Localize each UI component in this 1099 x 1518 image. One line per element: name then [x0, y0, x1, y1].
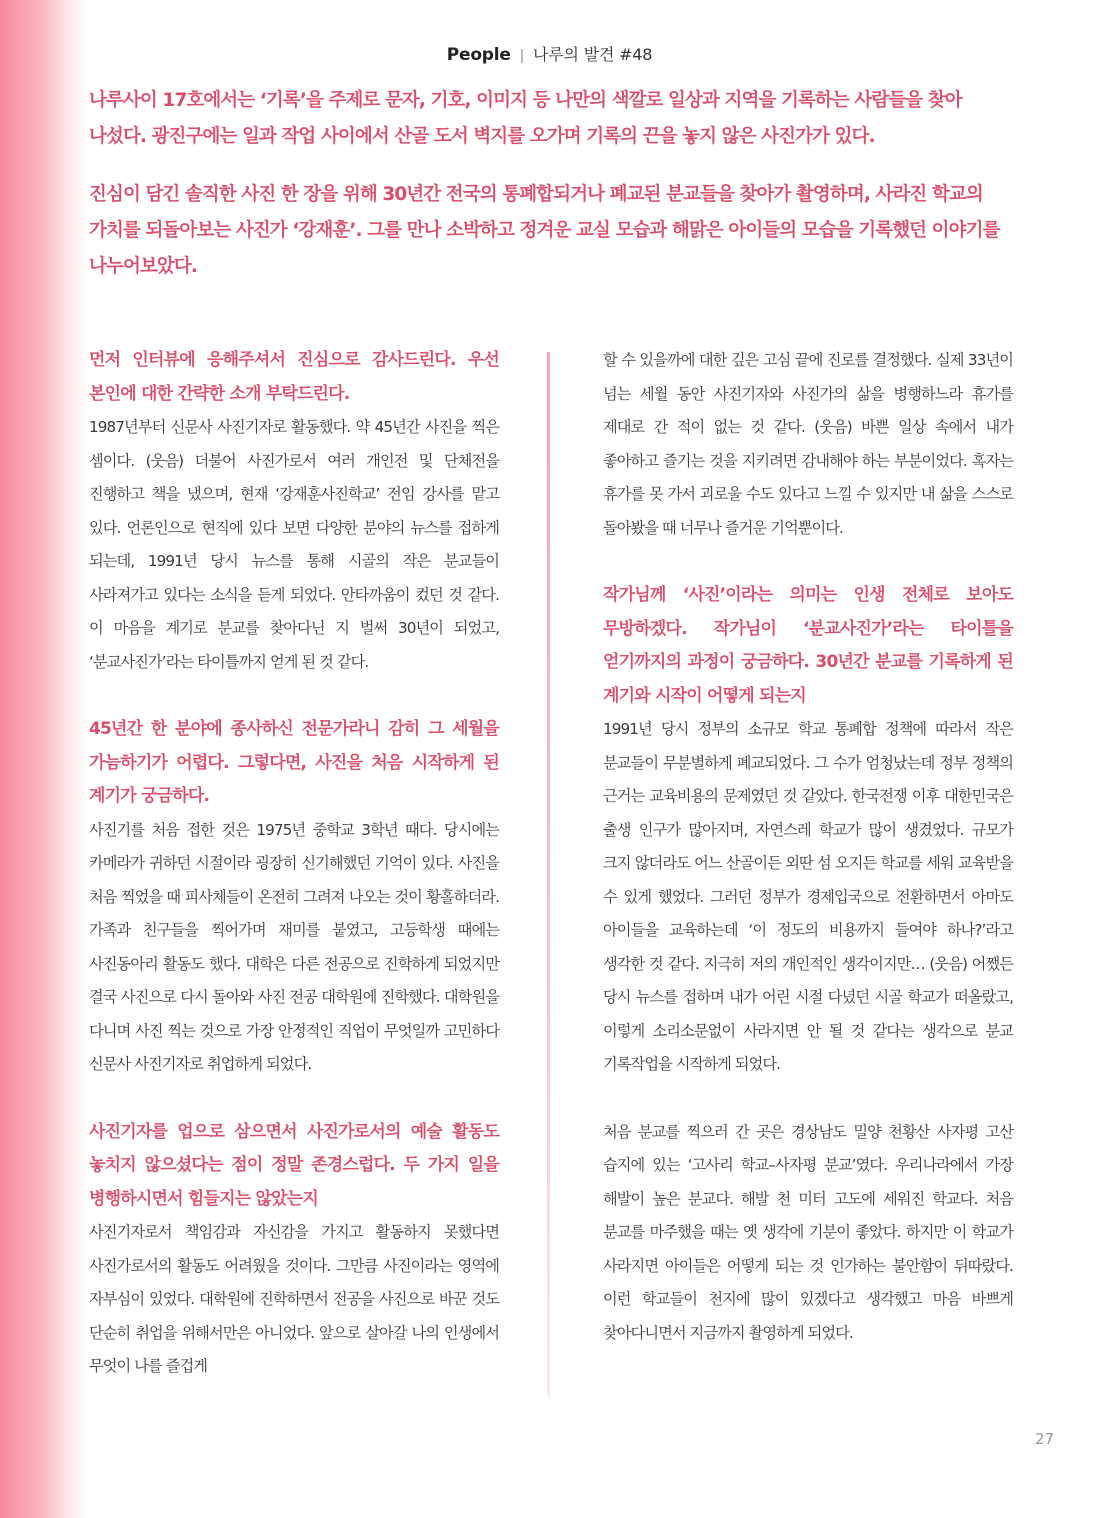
interview-answer: 사진기를 처음 접한 것은 1975년 중학교 3학년 때다. 당시에는 카메라가 귀하던 시절이라 굉장히 신기해했던 기억이 있다. 사진을 처음 찍었을 때 피사체들이 온전히 그려져 나오는 것이 황홀하더라. 가족과 친구들을 찍어가며 재미를 붙였고, 고등학생 때에는 사진동아리 활동도 했다. 대학은 다른 전공으로 진학하게 되었지만 결국 사진으로 다시 돌아와 사진 전공 대학원에 진학했다. 대학원을 다니며 사진 찍는 것으로 가장 안정적인 직업이 무엇일까 고민하다 신문사 사진기자로 취업하게 되었다.	[89, 820, 499, 1073]
qa-block	[603, 344, 1013, 545]
interview-answer: 처음 분교를 찍으러 간 곳은 경상남도 밀양 천황산 사자평 고산 습지에 있는 ‘고사리 학교–사자평 분교’였다. 우리나라에서 가장 해발이 높은 분교다. 해발 천 미터 고도에 세워진 학교다. 처음 분교를 마주했을 때는 옛 생각에 기분이 좋았다. 하지만 이 학교가 사라지면 아이들은 어떻게 되는 것 인가하는 불안함이 뒤따랐다. 이런 학교들이 천지에 많이 있겠다고 생각했고 마음 바쁘게 찾아다니면서 지금까지 촬영하게 되었다.	[603, 1122, 1013, 1342]
side-gradient-bar	[0, 0, 88, 1518]
page-header	[0, 42, 1099, 65]
qa-block	[603, 579, 1013, 1082]
series-title: 나루의 발견 #48	[533, 45, 653, 64]
interview-question: 45년간 한 분야에 종사하신 전문가라니 감히 그 세월을 가늠하기가 어렵다. 그렇다면, 사진을 처음 시작하게 된 계기가 궁금하다.	[89, 719, 499, 806]
page-number: 27	[1035, 1430, 1055, 1448]
qa-block	[89, 1116, 499, 1384]
interview-answer: 1991년 당시 정부의 소규모 학교 통폐합 정책에 따라서 작은 분교들이 무분별하게 폐교되었다. 그 수가 엄청났는데 정부 정책의 근거는 교육비용의 문제였던 것 같았다. 한국전쟁 이후 대한민국은 출생 인구가 많아지며, 자연스레 학교가 많이 생겼었다. 규모가 크지 않더라도 어느 산골이든 외딴 섬 오지든 학교를 세워 교육받을 수 있게 했었다. 그러던 정부가 경제입국으로 전환하면서 아마도 아이들을 교육하는데 ‘이 정도의 비용까지 들여야 하나?’라고 생각한 것 같다. 지극히 저의 개인적인 생각이지만… (웃음) 어쨌든 당시 뉴스를 접하며 내가 어린 시절 다녔던 시골 학교가 떠올랐고, 이렇게 소리소문없이 사라지면 안 될 것 같다는 생각으로 분교 기록작업을 시작하게 되었다.	[603, 720, 1013, 1073]
lead-paragraph-2: 진심이 담긴 솔직한 사진 한 장을 위해 30년간 전국의 통폐합되거나 폐교된 분교들을 찾아가 촬영하며, 사라진 학교의 가치를 되돌아보는 사진가 ‘강재훈’. 그를 만나 소박하고 정겨운 교실 모습과 해맑은 아이들의 모습을 기록했던 이야기를 나누어보았다.	[89, 184, 1000, 277]
interview-answer-continued: 할 수 있을까에 대한 깊은 고심 끝에 진로를 결정했다. 실제 33년이 넘는 세월 동안 사진기자와 사진가의 삶을 병행하느라 휴가를 제대로 간 적이 없는 것 같다. (웃음) 바쁜 일상 속에서 내가 좋아하고 즐기는 것을 지키려면 감내해야 하는 부분이었다. 혹자는 휴가를 못 가서 괴로울 수도 있다고 느낄 수 있지만 내 삶을 스스로 돌아봤을 때 너무나 즐거운 기억뿐이다.	[603, 351, 1013, 537]
left-column	[89, 344, 499, 1384]
lead-paragraph-1: 나루사이 17호에서는 ‘기록’을 주제로 문자, 기호, 이미지 등 나만의 색깔로 일상과 지역을 기록하는 사람들을 찾아 나섰다. 광진구에는 일과 작업 사이에서 산골 도서 벽지를 오가며 기록의 끈을 놓지 않은 사진가가 있다.	[89, 90, 962, 147]
interview-question: 먼저 인터뷰에 응해주셔서 진심으로 감사드린다. 우선 본인에 대한 간략한 소개 부탁드린다.	[89, 350, 499, 404]
qa-block	[603, 1116, 1013, 1351]
right-column	[603, 344, 1013, 1350]
qa-block	[89, 713, 499, 1082]
interview-question: 작가님께 ‘사진’이라는 의미는 인생 전체로 보아도 무방하겠다. 작가님이 ‘분교사진가’라는 타이틀을 얻기까지의 과정이 궁금하다. 30년간 분교를 기록하게 된 계기와 시작이 어떻게 되는지	[603, 585, 1013, 706]
qa-block	[89, 344, 499, 679]
section-label: People	[446, 45, 511, 65]
header-separator: |	[519, 48, 525, 64]
column-divider	[547, 352, 550, 1397]
interview-answer: 사진기자로서 책임감과 자신감을 가지고 활동하지 못했다면 사진가로서의 활동도 어려웠을 것이다. 그만큼 사진이라는 영역에 자부심이 있었다. 대학원에 진학하면서 전공을 사진으로 바꾼 것도 단순히 취업을 위해서만은 아니었다. 앞으로 살아갈 나의 인생에서 무엇이 나를 즐겁게	[89, 1223, 499, 1375]
interview-question: 사진기자를 업으로 삼으면서 사진가로서의 예술 활동도 놓치지 않으셨다는 점이 정말 존경스럽다. 두 가지 일을 병행하시면서 힘들지는 않았는지	[89, 1121, 499, 1209]
interview-answer: 1987년부터 신문사 사진기자로 활동했다. 약 45년간 사진을 찍은 셈이다. (웃음) 더불어 사진가로서 여러 개인전 및 단체전을 진행하고 책을 냈으며, 현재 ‘강재훈사진학교’ 전임 강사를 맡고 있다. 언론인으로 현직에 있다 보면 다양한 분야의 뉴스를 접하게 되는데, 1991년 당시 뉴스를 통해 시골의 작은 분교들이 사라져가고 있다는 소식을 듣게 되었다. 안타까움이 컸던 것 같다. 이 마음을 계기로 분교를 찾아다닌 지 벌써 30년이 되었고, ‘분교사진가’라는 타이틀까지 얻게 된 것 같다.	[89, 418, 499, 671]
